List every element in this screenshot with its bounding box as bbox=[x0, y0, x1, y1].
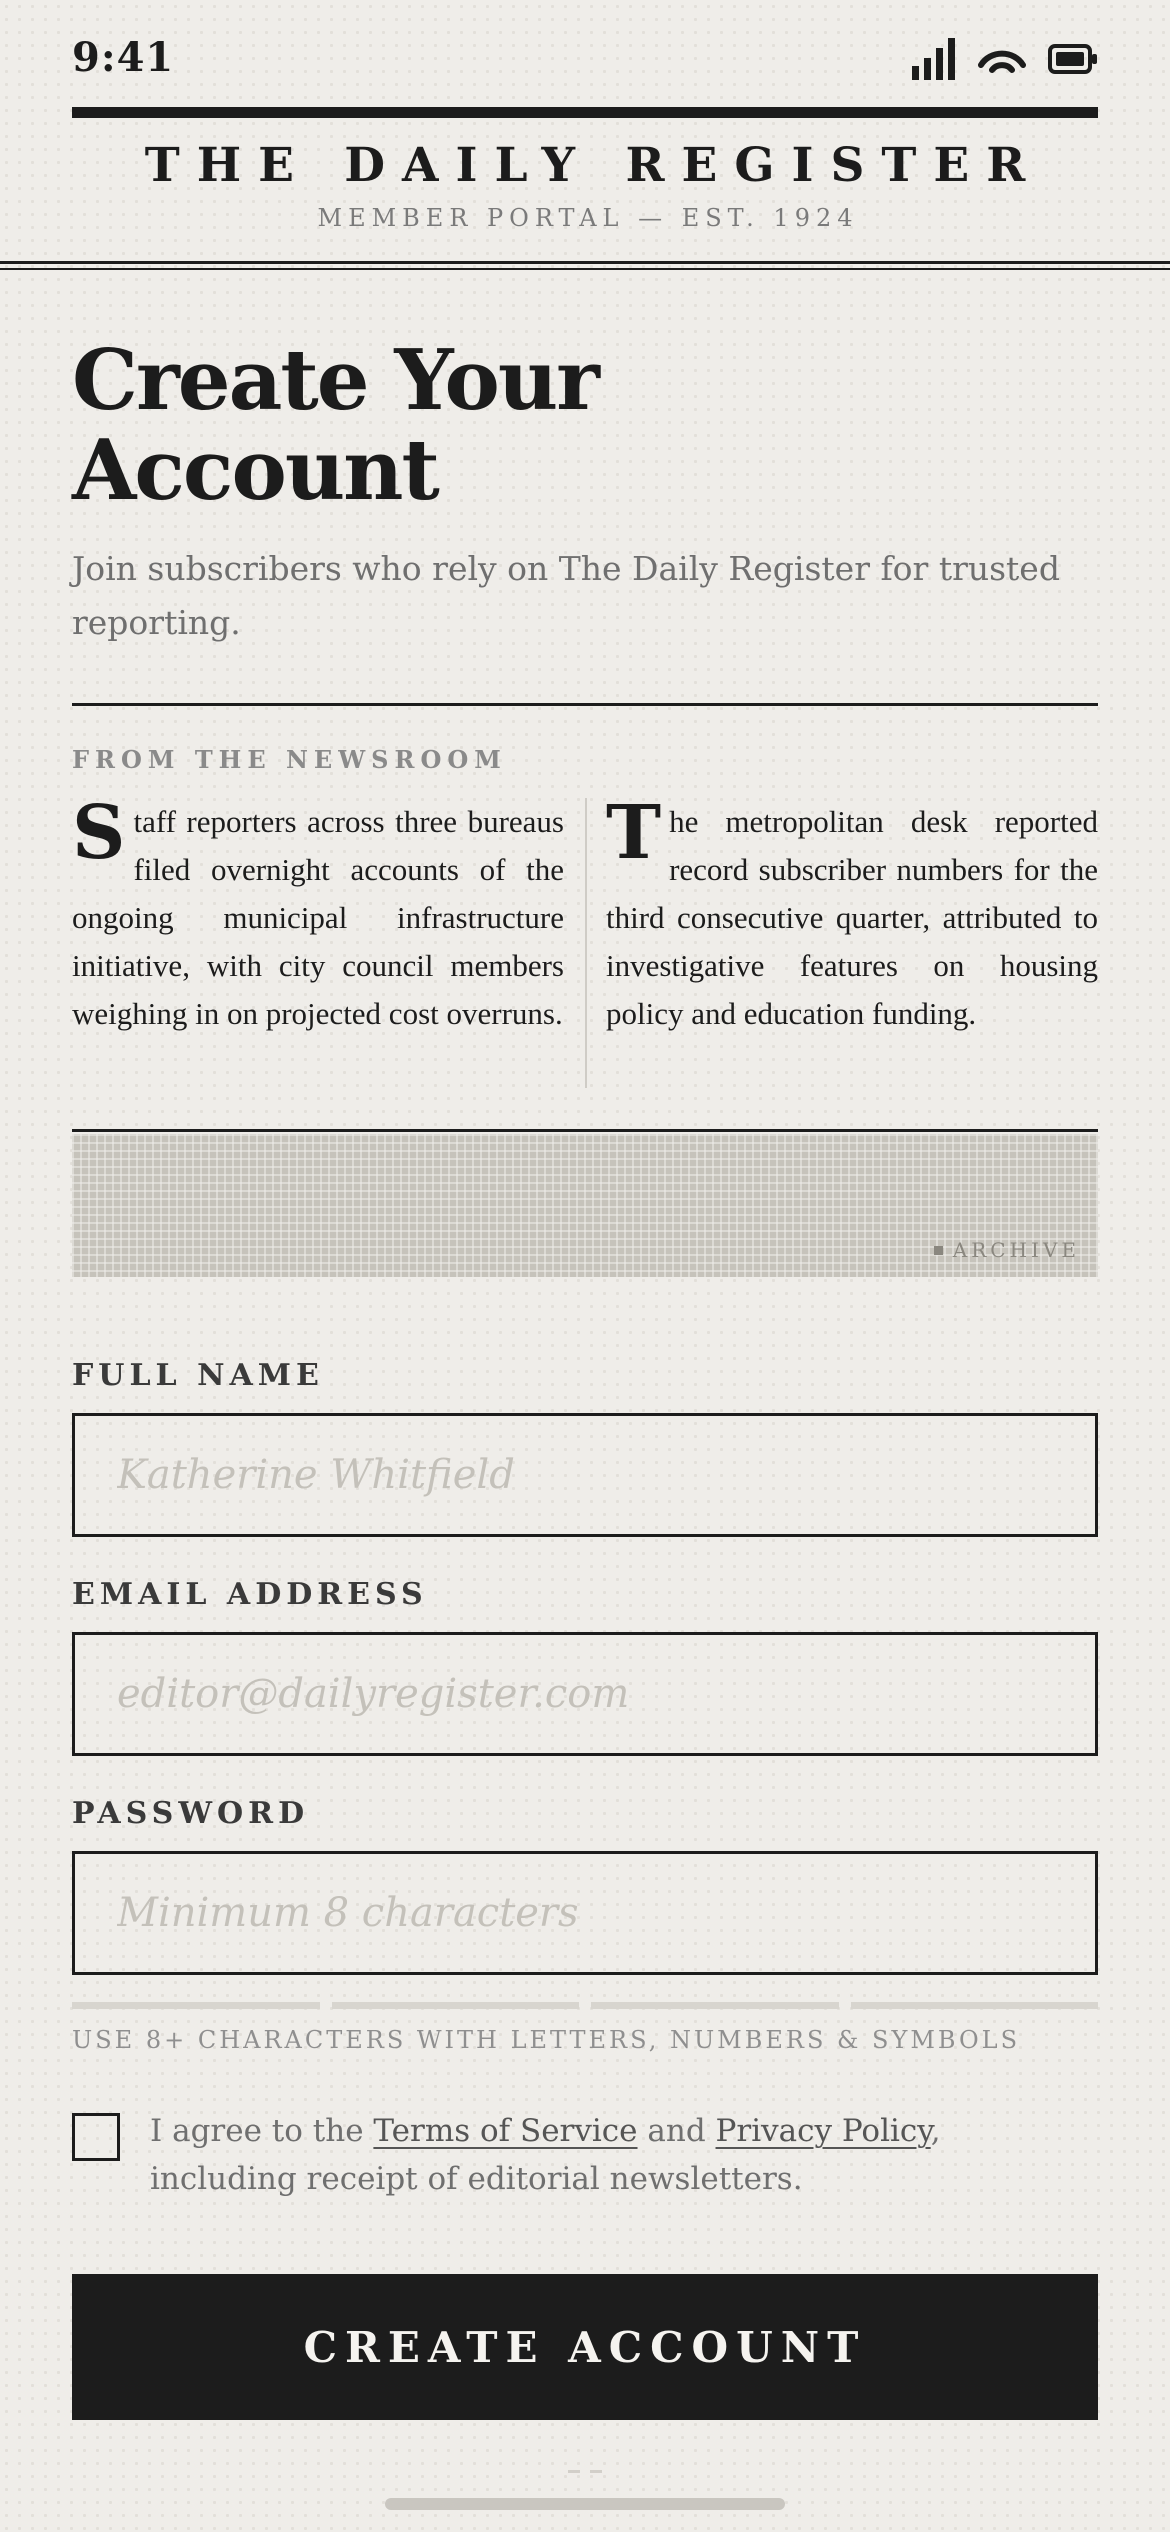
password-input[interactable] bbox=[72, 1851, 1098, 1975]
password-strength-meter bbox=[72, 2002, 1098, 2009]
archive-label: ARCHIVE bbox=[952, 1238, 1080, 1262]
newsroom-kicker: FROM THE NEWSROOM bbox=[72, 745, 507, 774]
masthead-top-rule bbox=[72, 107, 1098, 118]
email-input[interactable] bbox=[72, 1632, 1098, 1756]
password-hint: USE 8+ CHARACTERS WITH LETTERS, NUMBERS & SYMBOLS bbox=[72, 2026, 1021, 2054]
drop-cap: S bbox=[72, 790, 126, 876]
strength-segment bbox=[72, 2002, 320, 2009]
agreement-text bbox=[150, 2107, 1050, 2203]
newsroom-column-right bbox=[606, 790, 1098, 1038]
agree-checkbox[interactable] bbox=[72, 2113, 120, 2161]
agreement-suffix: , including receipt of editorial newsletters. bbox=[150, 2113, 941, 2197]
privacy-link[interactable]: Privacy Policy bbox=[715, 2113, 931, 2149]
terms-link[interactable]: Terms of Service bbox=[373, 2113, 638, 2149]
page-lede: Join subscribers who rely on The Daily Register for trusted reporting. bbox=[72, 549, 1060, 642]
status-icons bbox=[912, 38, 1098, 84]
battery-icon bbox=[1048, 44, 1098, 78]
strength-segment bbox=[332, 2002, 580, 2009]
drop-cap: T bbox=[606, 790, 662, 876]
section-rule bbox=[72, 703, 1098, 706]
page-title bbox=[72, 331, 1098, 519]
wifi-icon bbox=[978, 43, 1026, 79]
archive-rule bbox=[72, 1129, 1098, 1132]
column-divider bbox=[585, 798, 587, 1088]
column-text: taff reporters across three bureaus filed overnight accounts of the ongoing municipal infrastructure initiative, with city council members weighing in on projected cost overruns. bbox=[72, 804, 564, 1031]
create-account-button[interactable]: CREATE ACCOUNT bbox=[72, 2274, 1098, 2420]
masthead-rule-thin bbox=[0, 268, 1170, 270]
signal-icon bbox=[912, 38, 956, 84]
agreement-middle: and bbox=[637, 2113, 716, 2149]
masthead-title: THE DAILY REGISTER bbox=[144, 138, 1043, 193]
newsroom-column-left bbox=[72, 790, 564, 1038]
column-text: he metropolitan desk reported record subscriber numbers for the third consecutive quarter, attributed to investigative features on housing policy and education funding. bbox=[606, 804, 1098, 1031]
masthead-rule-thick bbox=[0, 261, 1170, 264]
page-indicator bbox=[560, 2470, 610, 2474]
masthead-subtitle: MEMBER PORTAL — EST. 1924 bbox=[317, 204, 859, 232]
page-title-line2: Account bbox=[72, 421, 438, 519]
agreement-prefix: I agree to the bbox=[150, 2113, 374, 2149]
home-indicator[interactable] bbox=[385, 2498, 785, 2510]
strength-segment bbox=[591, 2002, 839, 2009]
status-time: 9:41 bbox=[72, 34, 175, 81]
full-name-input[interactable] bbox=[72, 1413, 1098, 1537]
archive-caption bbox=[934, 1238, 1080, 1262]
archive-marker-icon bbox=[934, 1246, 943, 1255]
full-name-label: FULL NAME bbox=[72, 1358, 324, 1393]
email-label: EMAIL ADDRESS bbox=[72, 1577, 428, 1612]
page-title-line1: Create Your bbox=[72, 331, 598, 429]
strength-segment bbox=[851, 2002, 1099, 2009]
password-label: PASSWORD bbox=[72, 1796, 310, 1831]
